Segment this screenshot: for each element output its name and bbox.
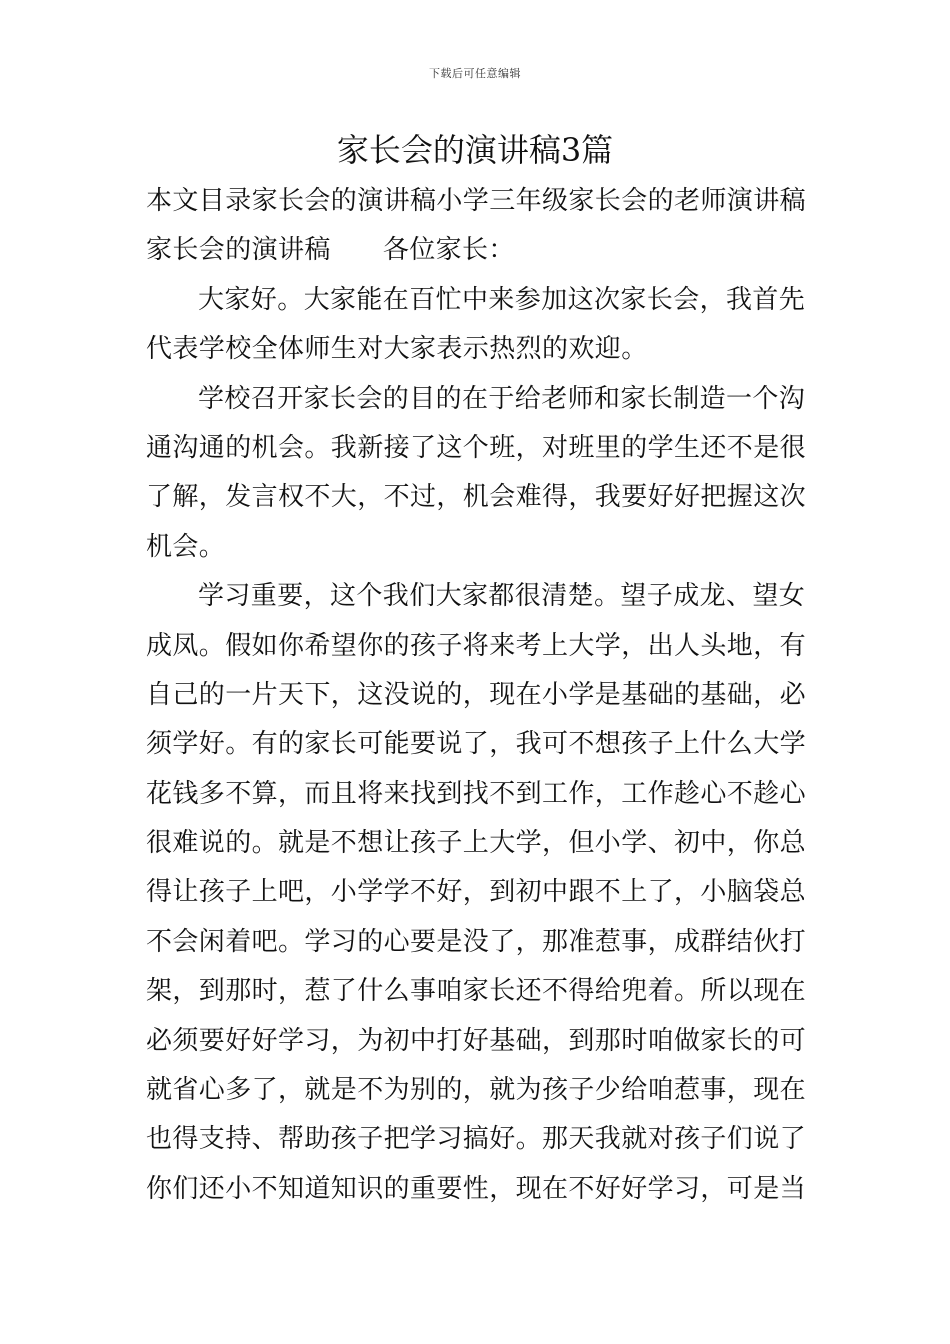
paragraph-line: 不会闲着吧。学习的心要是没了，那准惹事，成群结伙打 <box>146 926 807 957</box>
toc-line: 本文目录家长会的演讲稿小学三年级家长会的老师演讲稿 <box>146 186 807 216</box>
paragraph-line: 通沟通的机会。我新接了这个班，对班里的学生还不是很 <box>146 432 807 463</box>
paragraph-line: 了解，发言权不大，不过，机会难得，我要好好把握这次 <box>146 482 807 513</box>
paragraph-line: 大家好。大家能在百忙中来参加这次家长会，我首先 <box>198 284 806 315</box>
paragraph-line: 须学好。有的家长可能要说了，我可不想孩子上什么大学 <box>146 729 807 760</box>
paragraph-line: 花钱多不算，而且将来找到找不到工作，工作趁心不趁心 <box>146 778 807 809</box>
document-title: 家长会的演讲稿3篇 <box>336 131 614 169</box>
paragraph-line: 很难说的。就是不想让孩子上大学，但小学、初中，你总 <box>146 828 807 859</box>
page-header-note: 下载后可任意编辑 <box>429 67 521 80</box>
paragraph-line: 学校召开家长会的目的在于给老师和家长制造一个沟 <box>198 383 806 414</box>
paragraph-line: 你们还小不知道知识的重要性，现在不好好学习，可是当 <box>146 1173 807 1204</box>
paragraph-line: 必须要好好学习，为初中打好基础，到那时咱做家长的可 <box>146 1025 807 1056</box>
toc-tail: 家长会的演讲稿 <box>146 235 331 266</box>
paragraph-line: 代表学校全体师生对大家表示热烈的欢迎。 <box>146 334 648 365</box>
paragraph-line: 得让孩子上吧，小学学不好，到初中跟不上了，小脑袋总 <box>146 877 807 908</box>
toc-tail-line <box>146 226 808 275</box>
paragraph-line: 自己的一片天下，这没说的，现在小学是基础的基础，必 <box>146 679 807 710</box>
salutation: 各位家长： <box>382 235 515 266</box>
document-body <box>146 177 808 1214</box>
paragraph-line: 架，到那时，惹了什么事咱家长还不得给兜着。所以现在 <box>146 976 807 1007</box>
paragraph-line: 成凤。假如你希望你的孩子将来考上大学，出人头地，有 <box>146 630 807 661</box>
paragraph-line: 也得支持、帮助孩子把学习搞好。那天我就对孩子们说了 <box>146 1124 807 1155</box>
paragraph-line: 机会。 <box>146 531 226 562</box>
paragraph-line: 就省心多了，就是不为别的，就为孩子少给咱惹事，现在 <box>146 1075 807 1106</box>
paragraph-line: 学习重要，这个我们大家都很清楚。望子成龙、望女 <box>198 581 806 612</box>
